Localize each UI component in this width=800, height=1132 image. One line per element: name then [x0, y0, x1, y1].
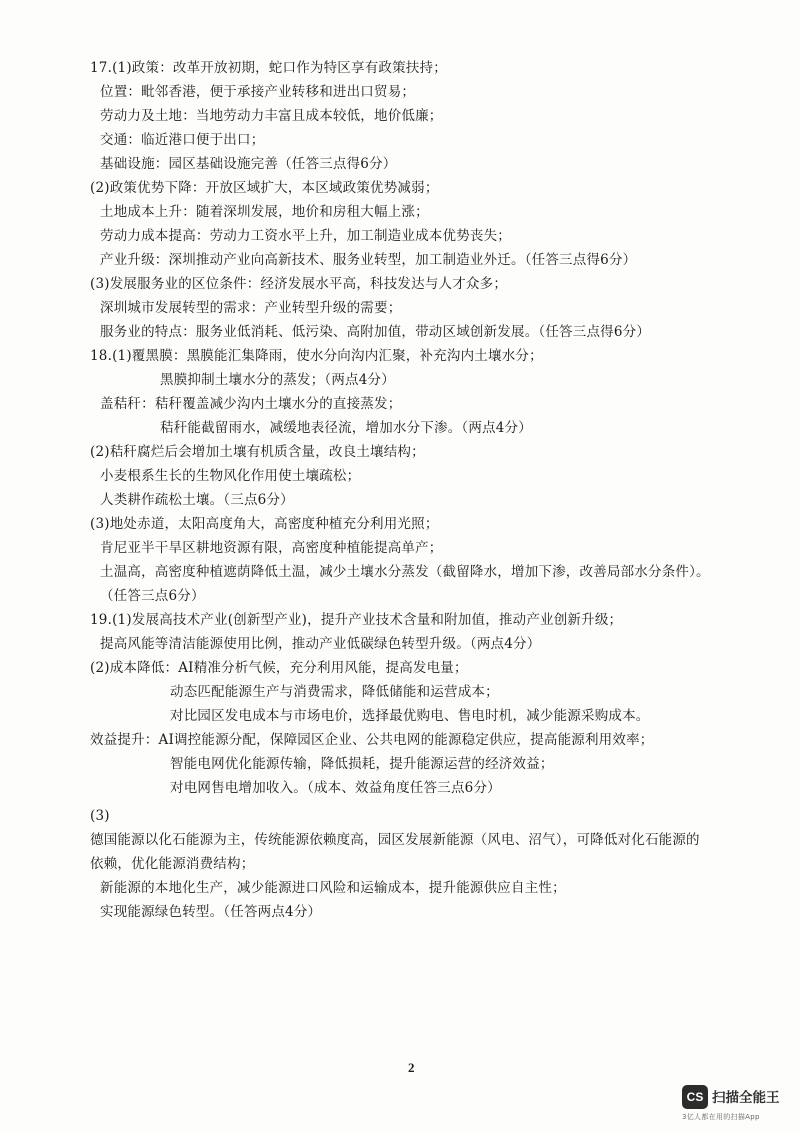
- text-line: （任答三点6分）: [100, 588, 205, 604]
- text-line: 秸秆能截留雨水，减缓地表径流，增加水分下渗。（两点4分）: [160, 420, 532, 436]
- text-line: (3)发展服务业的区位条件：经济发展水平高，科技发达与人才众多；: [90, 276, 508, 292]
- text-line: 土温高，高密度种植遮荫降低土温，减少土壤水分蒸发（截留降水，增加下渗，改善局部水分条件）。: [100, 564, 710, 580]
- text-line: 盖秸秆：秸秆覆盖减少沟内土壤水分的直接蒸发；: [100, 396, 402, 412]
- text-line: 提高风能等清洁能源使用比例，推动产业低碳绿色转型升级。（两点4分）: [100, 636, 541, 652]
- text-line: 劳动力成本提高：劳动力工资水平上升，加工制造业成本优势丧失；: [100, 228, 511, 244]
- text-line: 对电网售电增加收入。（成本、效益角度任答三点6分）: [170, 780, 501, 796]
- text-line: (2)秸秆腐烂后会增加土壤有机质含量，改良土壤结构；: [90, 444, 425, 460]
- text-line: 肯尼亚半干旱区耕地资源有限，高密度种植能提高单产；: [100, 540, 443, 556]
- text-line: 德国能源以化石能源为主，传统能源依赖度高，园区发展新能源（风电、沼气），可降低对化石能源的: [90, 832, 700, 848]
- text-line: 实现能源绿色转型。（任答两点4分）: [100, 904, 322, 920]
- text-line: 对比园区发电成本与市场电价，选择最优购电、售电时机，减少能源采购成本。: [170, 708, 650, 724]
- text-line: 交通：临近港口便于出口；: [100, 132, 265, 148]
- text-line: 19.(1)发展高技术产业(创新型产业)，提升产业技术含量和附加值，推动产业创新升级；: [90, 612, 623, 628]
- text-line: (2)政策优势下降：开放区域扩大，本区域政策优势减弱；: [90, 180, 439, 196]
- text-line: 劳动力及土地：当地劳动力丰富且成本较低，地价低廉；: [100, 108, 443, 124]
- camscanner-logo-icon: CS: [682, 1085, 708, 1109]
- watermark-subtitle: 3亿人都在用的扫描App: [682, 1113, 760, 1121]
- text-line: 效益提升：AI调控能源分配，保障园区企业、公共电网的能源稳定供应，提高能源利用效率；: [90, 732, 654, 748]
- text-line: 产业升级：深圳推动产业向高新技术、服务业转型，加工制造业外迁。（任答三点得6分）: [100, 252, 637, 268]
- page-number: 2: [408, 1060, 415, 1075]
- text-line: 小麦根系生长的生物风化作用使土壤疏松；: [100, 468, 361, 484]
- text-line: 18.(1)覆黑膜：黑膜能汇集降雨，使水分向沟内汇聚，补充沟内土壤水分；: [90, 348, 543, 364]
- text-line: 土地成本上升：随着深圳发展，地价和房租大幅上涨；: [100, 204, 429, 220]
- text-line: (2)成本降低：AI精准分析气候，充分利用风能，提高发电量；: [90, 660, 468, 676]
- text-line: 动态匹配能源生产与消费需求，降低储能和运营成本；: [170, 684, 499, 700]
- watermark-title: 扫描全能王: [712, 1090, 780, 1106]
- text-line: (3): [90, 808, 110, 824]
- text-line: 位置：毗邻香港，便于承接产业转移和进出口贸易；: [100, 84, 416, 100]
- text-line: 黑膜抑制土壤水分的蒸发；（两点4分）: [160, 372, 395, 388]
- text-line: 依赖，优化能源消费结构；: [90, 856, 255, 872]
- text-line: 17.(1)政策：改革开放初期，蛇口作为特区享有政策扶持；: [90, 60, 447, 76]
- text-line: 人类耕作疏松土壤。（三点6分）: [100, 492, 294, 508]
- text-line: 基础设施：园区基础设施完善（任答三点得6分）: [100, 156, 397, 172]
- text-line: (3)地处赤道，太阳高度角大，高密度种植充分利用光照；: [90, 516, 439, 532]
- text-line: 智能电网优化能源传输，降低损耗，提升能源运营的经济效益；: [170, 756, 554, 772]
- text-line: 深圳城市发展转型的需求：产业转型升级的需要；: [100, 300, 402, 316]
- scanner-watermark: [682, 1085, 782, 1125]
- text-line: 新能源的本地化生产，减少能源进口风险和运输成本，提升能源供应自主性；: [100, 880, 566, 896]
- text-line: 服务业的特点：服务业低消耗、低污染、高附加值，带动区域创新发展。（任答三点得6分）: [100, 324, 651, 340]
